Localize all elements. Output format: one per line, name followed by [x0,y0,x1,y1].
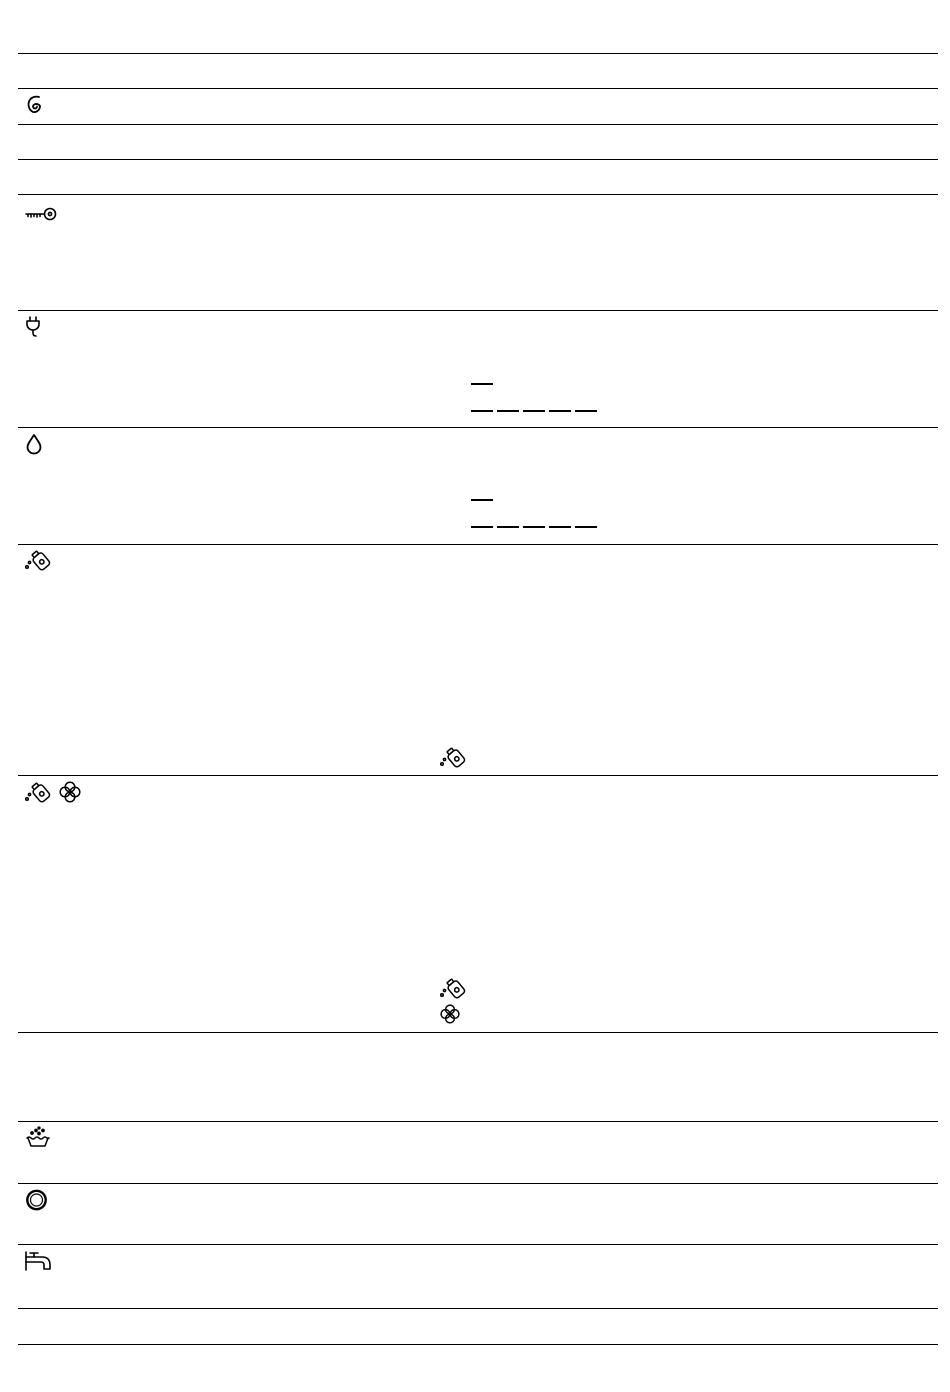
spin-spiral-icon [25,95,47,117]
level-segment [523,526,545,528]
table-rule [18,194,938,195]
child-lock-key-icon [25,206,58,222]
water-level-indicator-filled [471,499,493,501]
table-rule [18,427,938,428]
energy-level-indicator-scale [471,410,597,412]
water-tap-icon [24,1251,54,1273]
level-segment [523,410,545,412]
level-segment [471,383,493,385]
energy-level-indicator-filled [471,383,493,385]
table-rule [18,124,938,125]
level-segment [497,526,519,528]
detergent-bottle-icon [439,976,469,1000]
detergent-bottle-icon [24,780,54,804]
drum-clean-basin-icon [25,1127,51,1147]
level-segment [471,526,493,528]
level-segment [575,526,597,528]
table-rule [18,1121,938,1122]
softener-flower-icon [59,781,81,803]
energy-plug-icon [26,316,40,338]
level-segment [549,526,571,528]
detergent-bottle-icon [24,548,54,572]
softener-flower-icon [440,1004,460,1024]
table-rule [18,1032,938,1033]
level-segment [575,410,597,412]
water-level-indicator-scale [471,526,597,528]
table-rule [18,88,938,89]
table-rule [18,1244,938,1245]
table-rule [18,159,938,160]
level-segment [471,499,493,501]
detergent-bottle-icon [439,745,469,769]
table-rule [18,775,938,776]
table-rule [18,310,938,311]
table-rule [18,1308,938,1309]
level-segment [471,410,493,412]
table-rule [18,1183,938,1184]
table-rule-bottom [18,1344,938,1345]
water-drop-icon [26,433,42,455]
table-rule [18,544,938,545]
level-segment [549,410,571,412]
door-seal-ring-icon [25,1189,49,1211]
level-segment [497,410,519,412]
table-rule-top [18,53,938,54]
